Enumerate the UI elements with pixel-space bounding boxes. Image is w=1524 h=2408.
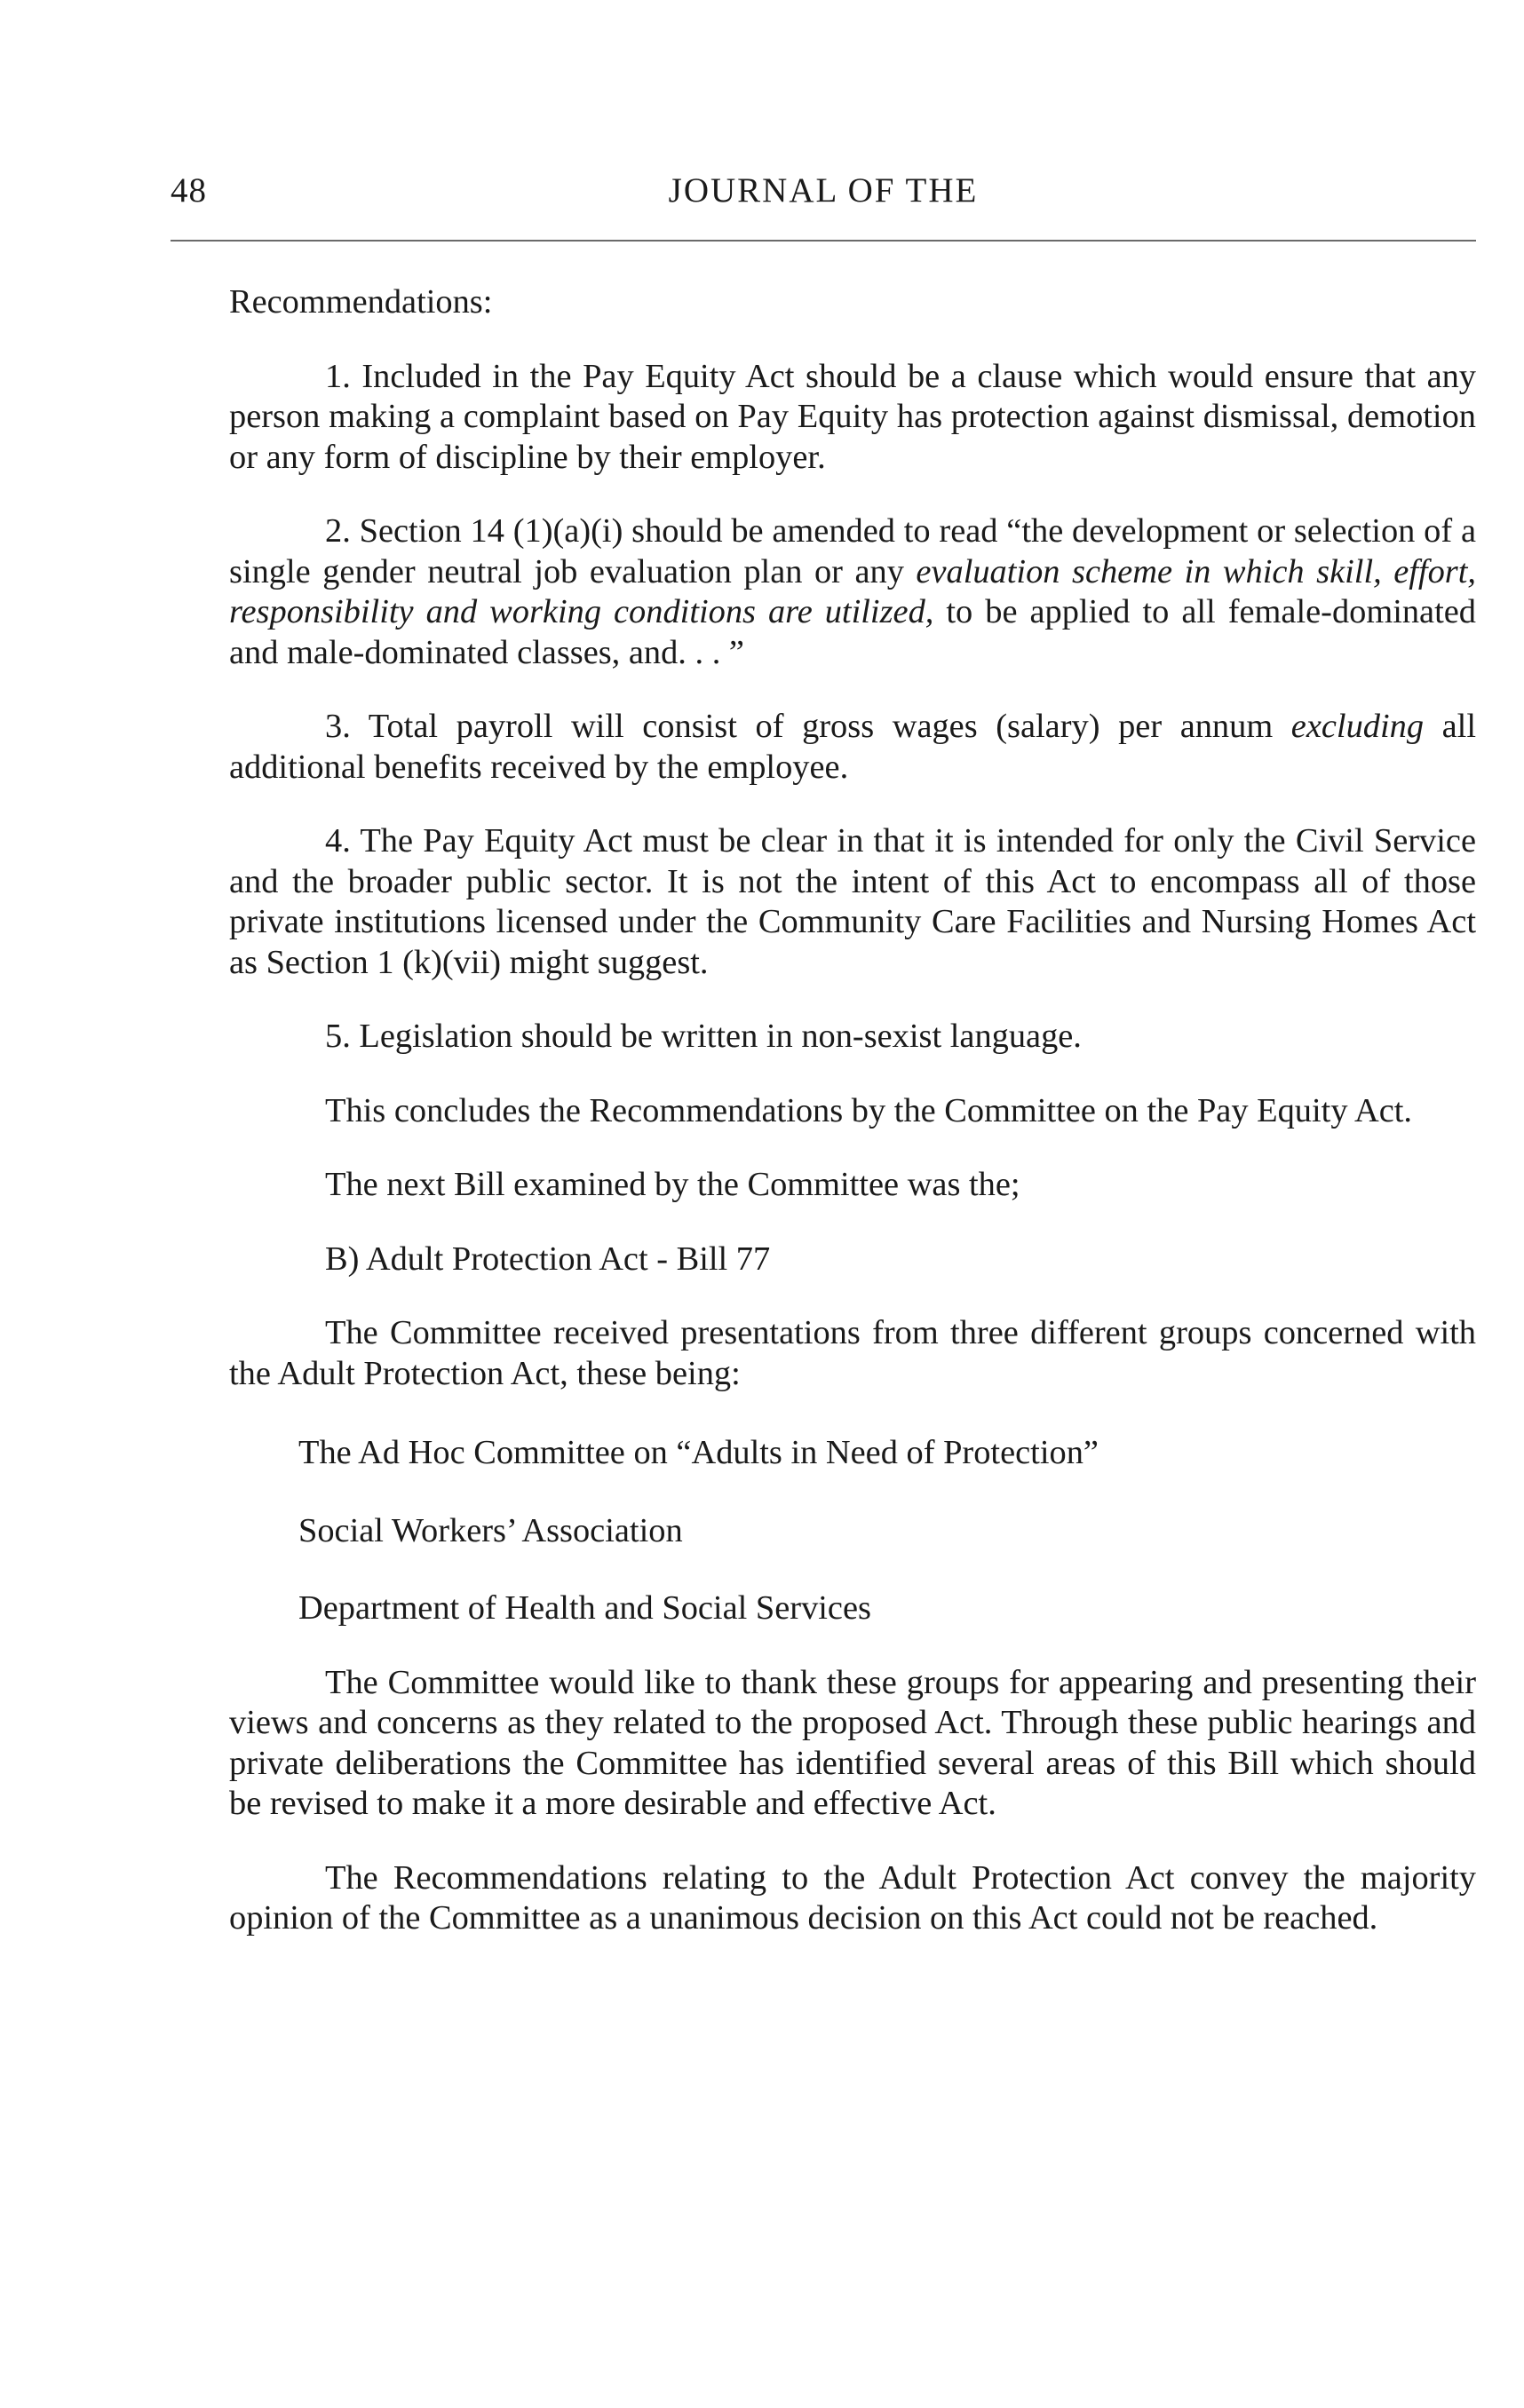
running-head: JOURNAL OF THE [668,171,979,210]
presentations-paragraph: The Committee received presentations from three different groups concerned with the Adult Protection Act, these being: [229,1314,1476,1392]
recommendation-3-emphasis: excluding [1290,708,1425,745]
body-text [229,282,1476,1939]
recommendation-3 [229,707,1476,788]
group-list-item: Social Workers’ Association [298,1511,683,1549]
header-rule [171,240,1476,242]
group-list-item: Department of Health and Social Services [298,1589,871,1627]
page-number: 48 [171,171,207,210]
recommendation-2-text: 2. Section 14 (1)(a)(i) should be amended to read “the development or selection of a single gender neutral job evaluation plan or any [229,512,1476,590]
conclusion-paragraph: This concludes the Recommendations by the Committee on the Pay Equity Act. [325,1091,1413,1129]
recommendation-2 [229,511,1476,673]
majority-opinion-paragraph: The Recommendations relating to the Adult Protection Act convey the majority opinion of the Committee as a unanimous decision on this Act could not be reached. [229,1858,1476,1937]
recommendation-2-emphasis: evaluation scheme in which skill, effort, responsibility and working conditions are utilized, [229,552,1476,630]
recommendation-3-text: 3. Total payroll will consist of gross wages (salary) per annum [325,708,1291,745]
next-bill-paragraph: The next Bill examined by the Committee was the; [325,1166,1020,1203]
recommendation-1: 1. Included in the Pay Equity Act should be a clause which would ensure that any person making a complaint based on Pay Equity has protection against dismissal, demotion or any form of discipline by their employer. [229,357,1476,476]
recommendation-4: 4. The Pay Equity Act must be clear in that it is intended for only the Civil Service and the broader public sector. It is not the intent of this Act to encompass all of those private institutions licensed under the Community Care Facilities and Nursing Homes Act as Section 1 (k)(vii) might suggest. [229,822,1476,981]
recommendation-3-text-end: all additional benefits received by the employee. [229,708,1476,786]
page-header [171,170,1476,215]
adult-protection-subhead: B) Adult Protection Act - Bill 77 [325,1240,771,1278]
recommendations-heading: Recommendations: [229,283,493,321]
recommendation-2-text-end: to be applied to all female-dominated and male-dominated classes, and. . . ” [229,593,1476,671]
recommendation-5: 5. Legislation should be written in non-sexist language. [325,1018,1082,1055]
group-list-item: The Ad Hoc Committee on “Adults in Need of Protection” [298,1434,1099,1471]
thanks-paragraph: The Committee would like to thank these groups for appearing and presenting their views and concerns as they related to the proposed Act. Through these public hearings and private deliberations the Committee has identified several areas of this Bill which should be revised to make it a more desirable and effective Act. [229,1663,1476,1822]
